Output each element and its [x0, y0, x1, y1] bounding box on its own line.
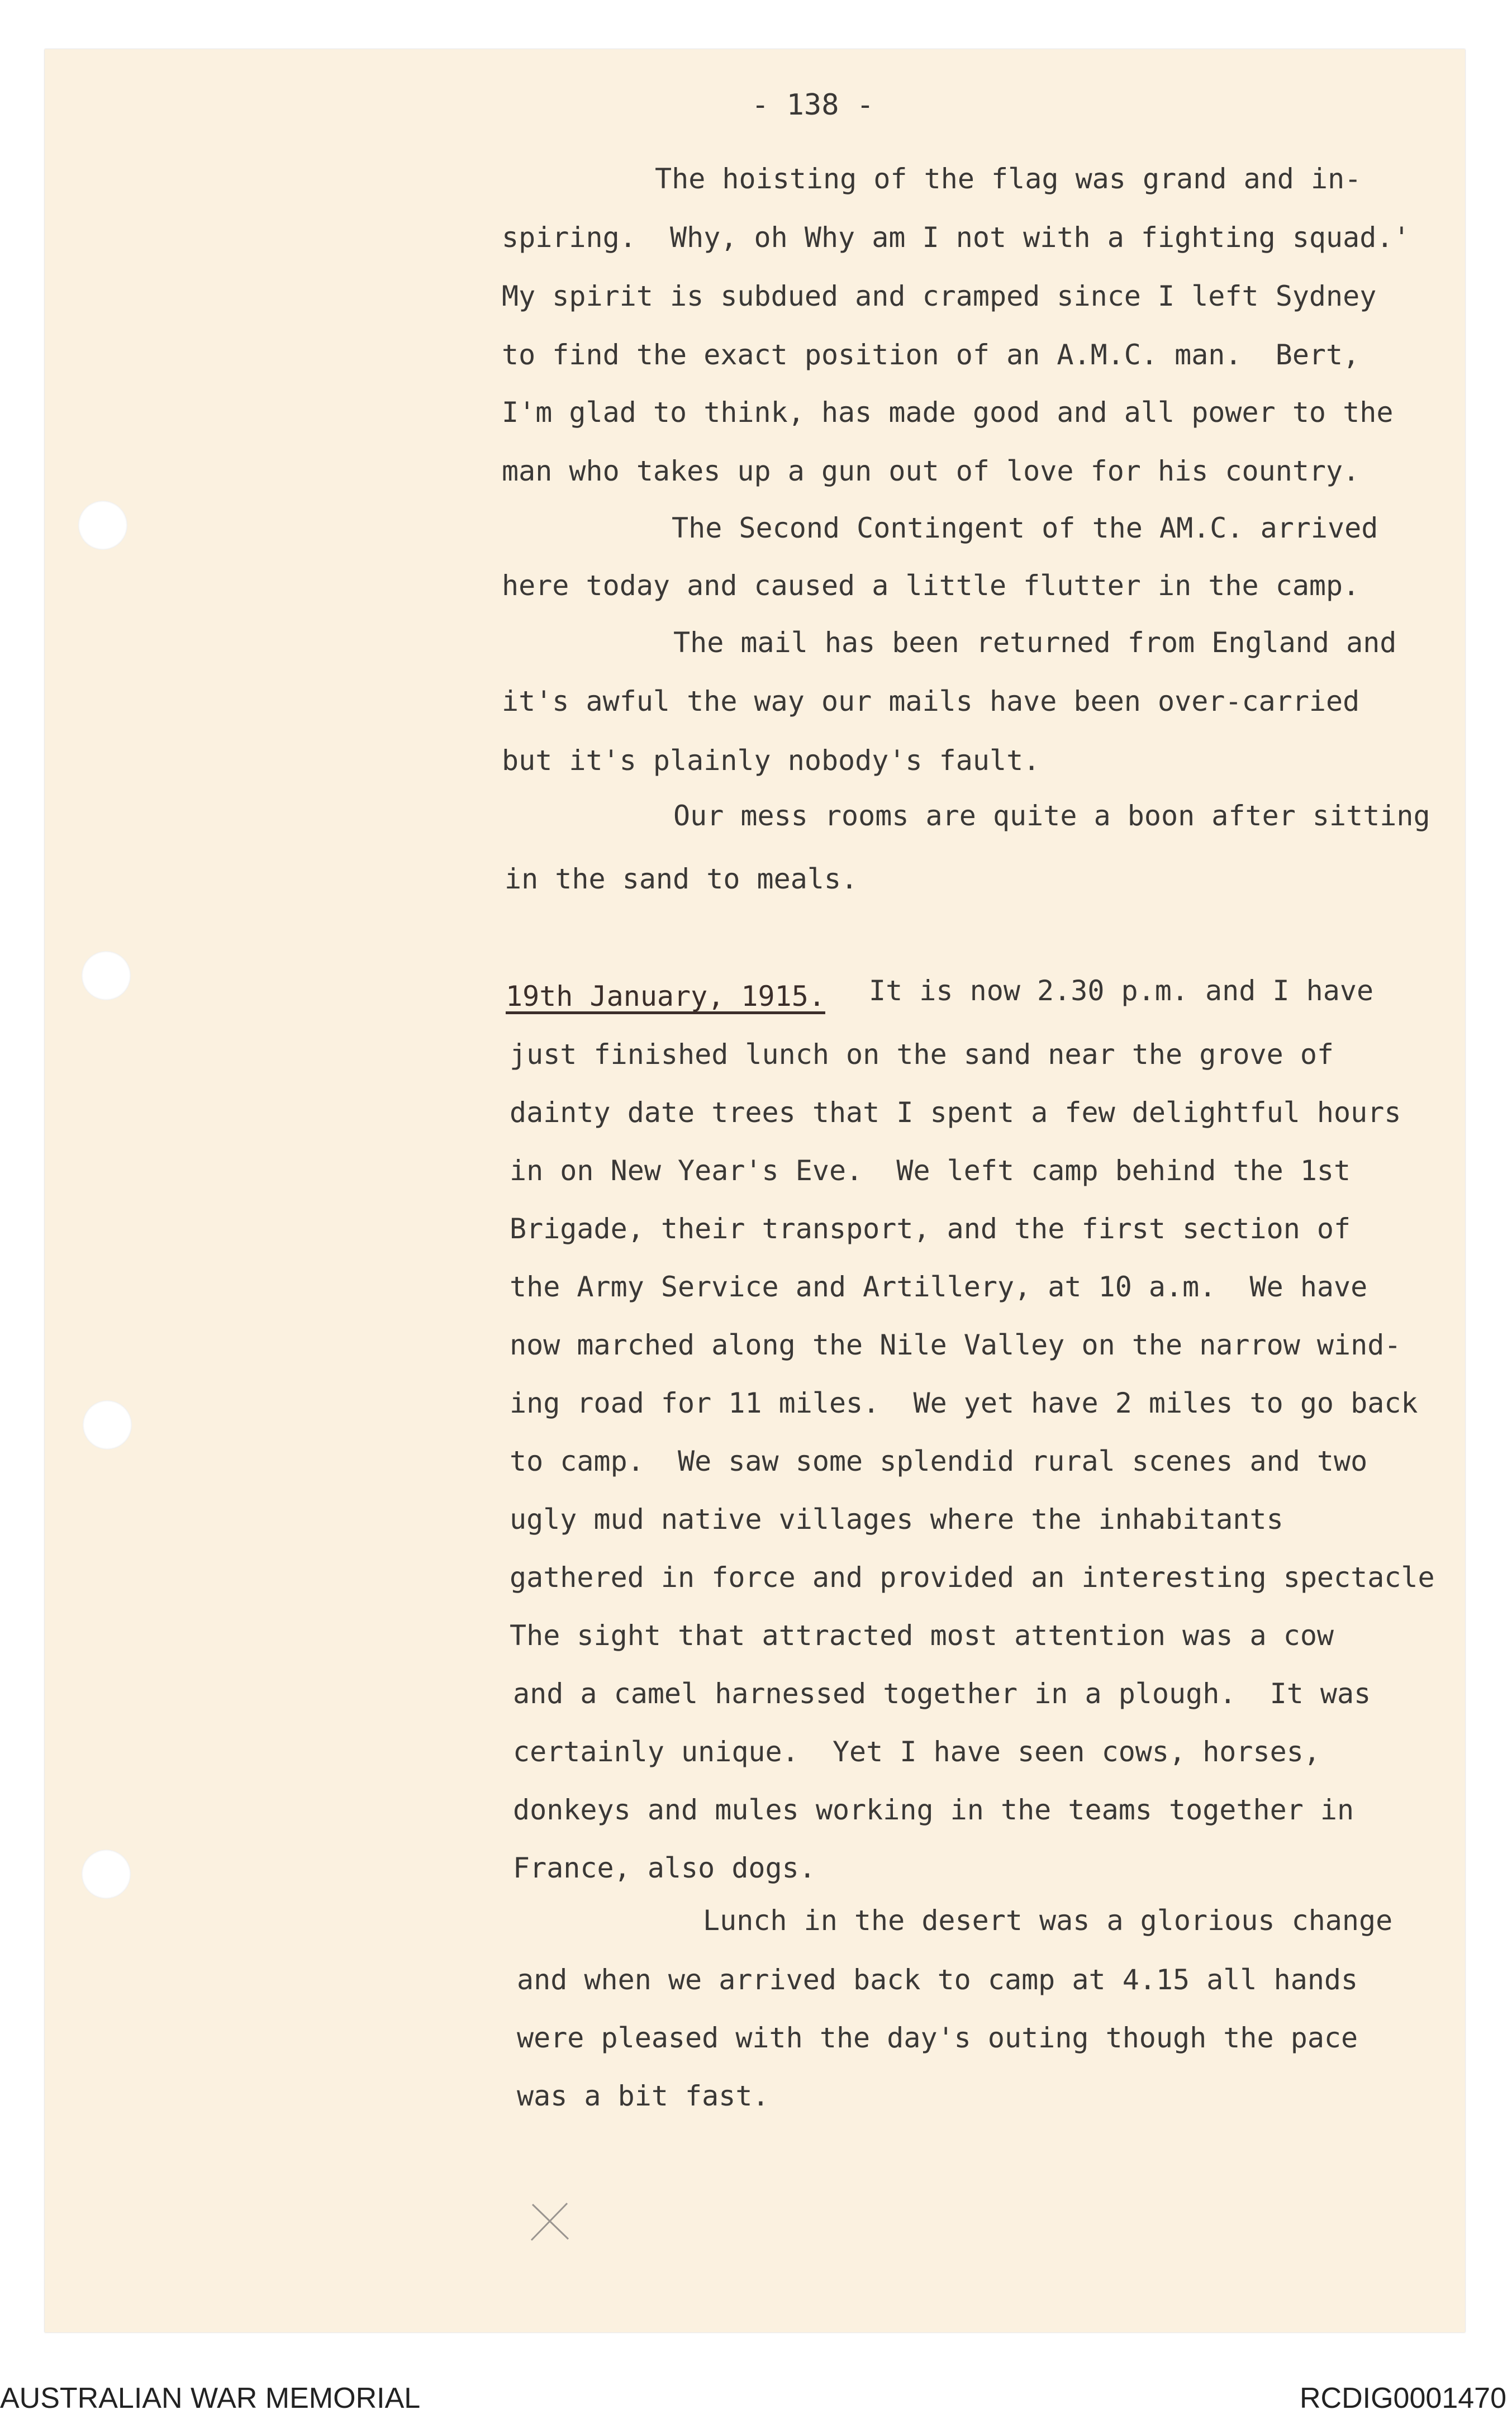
pencil-cross-mark: [528, 2199, 573, 2244]
text-line: just finished lunch on the sand near the grove of: [510, 1038, 1334, 1071]
page-number: - 138 -: [752, 88, 874, 122]
text-line: and when we arrived back to camp at 4.15 all hands: [517, 1964, 1358, 1996]
punch-hole: [83, 1400, 132, 1449]
text-line: and a camel harnessed together in a plough. It was: [513, 1677, 1371, 1710]
text-line: but it's plainly nobody's fault.: [502, 744, 1040, 777]
text-line: Lunch in the desert was a glorious change: [703, 1904, 1393, 1937]
text-line: here today and caused a little flutter in the camp.: [502, 569, 1360, 602]
punch-hole: [82, 1850, 131, 1899]
text-line: it's awful the way our mails have been over-carried: [502, 685, 1360, 717]
text-line: ugly mud native villages where the inhabitants: [510, 1503, 1283, 1536]
text-line: Brigade, their transport, and the first section of: [510, 1213, 1351, 1245]
text-line: to find the exact position of an A.M.C. man. Bert,: [502, 339, 1360, 371]
text-line: gathered in force and provided an interesting spectacle: [510, 1561, 1435, 1594]
text-line: Our mess rooms are quite a boon after sitting: [673, 800, 1430, 832]
text-line: now marched along the Nile Valley on the narrow wind-: [510, 1329, 1401, 1361]
text-line: The hoisting of the flag was grand and in-: [655, 163, 1362, 195]
text-line: I'm glad to think, has made good and all power to the: [502, 396, 1394, 429]
text-line: were pleased with the day's outing though the pace: [517, 2022, 1358, 2054]
footer-source: AUSTRALIAN WAR MEMORIAL: [0, 2382, 421, 2415]
text-line: The mail has been returned from England and: [673, 626, 1397, 659]
text-line: My spirit is subdued and cramped since I left Sydney: [502, 280, 1377, 312]
text-line: in the sand to meals.: [505, 863, 858, 895]
text-line: man who takes up a gun out of love for his country.: [502, 455, 1360, 487]
text-line: ing road for 11 miles. We yet have 2 miles to go back: [510, 1387, 1418, 1419]
punch-hole: [82, 951, 131, 1000]
footer-identifier: RCDIG0001470: [1300, 2382, 1506, 2415]
text-line: the Army Service and Artillery, at 10 a.m. We have: [510, 1271, 1368, 1303]
text-line: The Second Contingent of the AM.C. arrived: [672, 512, 1378, 544]
text-line: dainty date trees that I spent a few delightful hours: [510, 1096, 1401, 1129]
text-line: was a bit fast.: [517, 2080, 769, 2112]
text-line: in on New Year's Eve. We left camp behind the 1st: [510, 1154, 1351, 1187]
text-line: France, also dogs.: [513, 1852, 816, 1884]
text-line: The sight that attracted most attention was a cow: [510, 1619, 1334, 1652]
text-line: It is now 2.30 p.m. and I have: [869, 975, 1374, 1007]
text-line: spiring. Why, oh Why am I not with a fighting squad.': [502, 221, 1410, 254]
punch-hole: [78, 501, 127, 550]
text-line: certainly unique. Yet I have seen cows, horses,: [513, 1736, 1320, 1768]
entry-date: 19th January, 1915.: [506, 980, 825, 1013]
text-line: donkeys and mules working in the teams together in: [513, 1794, 1354, 1826]
text-line: to camp. We saw some splendid rural scenes and two: [510, 1445, 1368, 1477]
